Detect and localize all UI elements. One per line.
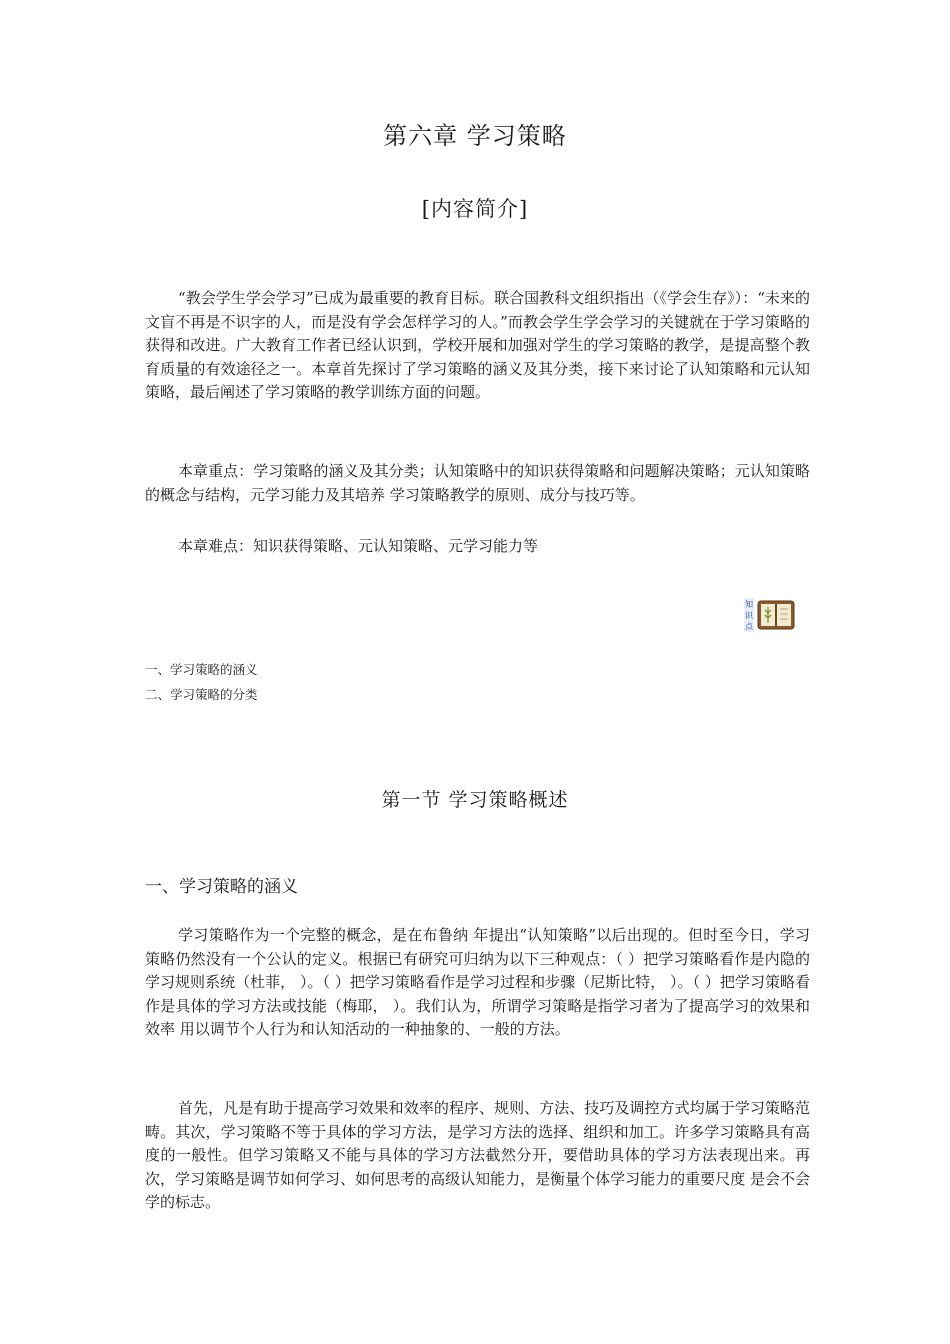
chapter-title: 第六章 学习策略 bbox=[383, 122, 567, 150]
intro-heading: [内容简介] bbox=[421, 197, 529, 221]
icon-label-char: 点 bbox=[745, 622, 753, 631]
icon-label-char: 知 bbox=[745, 600, 753, 609]
section-title: 第一节 学习策略概述 bbox=[381, 789, 569, 811]
icon-label-char: 识 bbox=[745, 611, 753, 620]
subheading: 一、学习策略的涵义 bbox=[145, 877, 298, 897]
definition-paragraph: 学习策略作为一个完整的概念，是在布鲁纳 年提出“认知策略”以后出现的。但时至今日，学习策略仍然没有一个公认的定义。根据已有研究可归纳为以下三种观点：（ ）把学习策略看作是内隐的学习规则系统（杜菲， ）。（ ）把学习策略看作是学习过程和步骤（尼斯比特， ）。（ ）把学习策略看作是具体的学习方法或技能（梅耶， ）。我们认为，所谓学习策略是指学习者为了提高学习的效果和效率 用以调节个人行为和认知活动的一种抽象的、一般的方法。 bbox=[145, 926, 810, 1038]
explanation-paragraph: 首先，凡是有助于提高学习效果和效率的程序、规则、方法、技巧及调控方式均属于学习策略范畴。其次，学习策略不等于具体的学习方法，是学习方法的选择、组织和加工。许多学习策略具有高度的一般性。但学习策略又不能与具体的学习方法截然分开，要借助具体的学习方法表现出来。再次，学习策略是调节如何学习、如何思考的高级认知能力，是衡量个体学习能力的重要尺度 是会不会学的标志。 bbox=[145, 1099, 810, 1211]
toc-item: 二、学习策略的分类 bbox=[145, 687, 258, 702]
difficulties-paragraph: 本章难点：知识获得策略、元认知策略、元学习能力等 bbox=[178, 537, 539, 555]
toc-item: 一、学习策略的涵义 bbox=[145, 662, 258, 677]
key-points-paragraph: 本章重点：学习策略的涵义及其分类；认知策略中的知识获得策略和问题解决策略；元认知策略的概念与结构，元学习能力及其培养 学习策略教学的原则、成分与技巧等。 bbox=[145, 462, 810, 504]
book-right-page bbox=[777, 604, 791, 626]
intro-paragraph: “教会学生学会学习”已成为最重要的教育目标。联合国教科文组织指出（《学会生存》）：“未来的文盲不再是不识字的人，而是没有学会怎样学习的人。”而教会学生学会学习的关键就在于学习策略的获得和改进。广大教育工作者已经认识到，学校开展和加强对学生的学习策略的教学，是提高整个教育质量的有效途径之一。本章首先探讨了学习策略的涵义及其分类，接下来讨论了认知策略和元认知策略，最后阐述了学习策略的教学训练方面的问题。 bbox=[145, 289, 810, 401]
knowledge-points-book-icon bbox=[744, 598, 798, 632]
